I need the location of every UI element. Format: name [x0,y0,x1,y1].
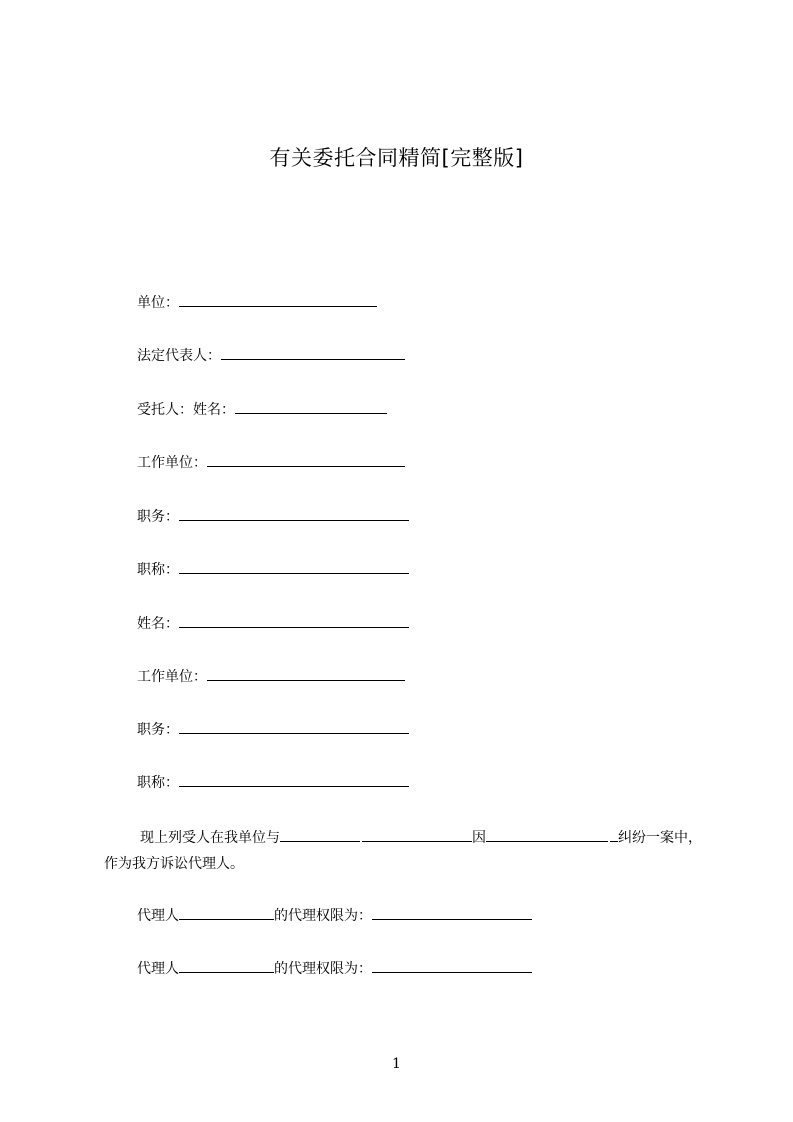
field-label: 工作单位： [137,669,207,685]
agent-line [137,905,532,925]
agent-name-blank[interactable] [179,905,274,920]
field-trustee-name [137,399,387,419]
paragraph-text: 因 [472,830,486,846]
agent-name-blank[interactable] [179,958,274,973]
field-position [137,506,409,526]
party-blank[interactable] [362,827,472,842]
field-work-unit [137,452,405,472]
field-label: 工作单位： [137,455,207,471]
field-position-2 [137,719,409,739]
cause-blank[interactable] [486,827,608,842]
field-label: 姓名： [137,616,179,632]
field-blank[interactable] [179,506,409,521]
field-label: 职务： [137,722,179,738]
agent-scope-label: 的代理权限为： [274,961,372,977]
field-blank[interactable] [235,399,387,414]
field-blank[interactable] [207,666,405,681]
agent-scope-label: 的代理权限为： [274,908,372,924]
party-blank[interactable] [280,827,360,842]
field-label: 职称： [137,562,179,578]
paragraph-text: 纠纷一案中，作为我方诉讼代理人。 [104,830,702,872]
field-title-2 [137,772,409,792]
field-blank[interactable] [179,772,409,787]
field-blank[interactable] [207,452,405,467]
field-name [137,613,409,633]
field-unit [137,292,377,312]
field-blank[interactable] [179,292,377,307]
field-blank[interactable] [221,345,405,360]
field-work-unit-2 [137,666,405,686]
field-blank[interactable] [179,719,409,734]
field-blank[interactable] [179,559,409,574]
document-title: 有关委托合同精简[完整版] [269,146,524,170]
agent-scope-blank[interactable] [372,958,532,973]
paragraph-text: 现上列受人在我单位与 [140,830,280,846]
field-label: 职称： [137,775,179,791]
body-paragraph [104,825,704,877]
field-legal-representative [137,345,405,365]
field-label: 法定代表人： [137,348,221,364]
agent-scope-blank[interactable] [372,905,532,920]
cause-blank[interactable] [610,827,618,842]
agent-label: 代理人 [137,908,179,924]
field-blank[interactable] [179,613,409,628]
field-label: 单位： [137,295,179,311]
field-label: 受托人：姓名： [137,402,235,418]
field-title [137,559,409,579]
page-number: 1 [392,1056,401,1072]
agent-label: 代理人 [137,961,179,977]
field-label: 职务： [137,509,179,525]
agent-line [137,958,532,978]
